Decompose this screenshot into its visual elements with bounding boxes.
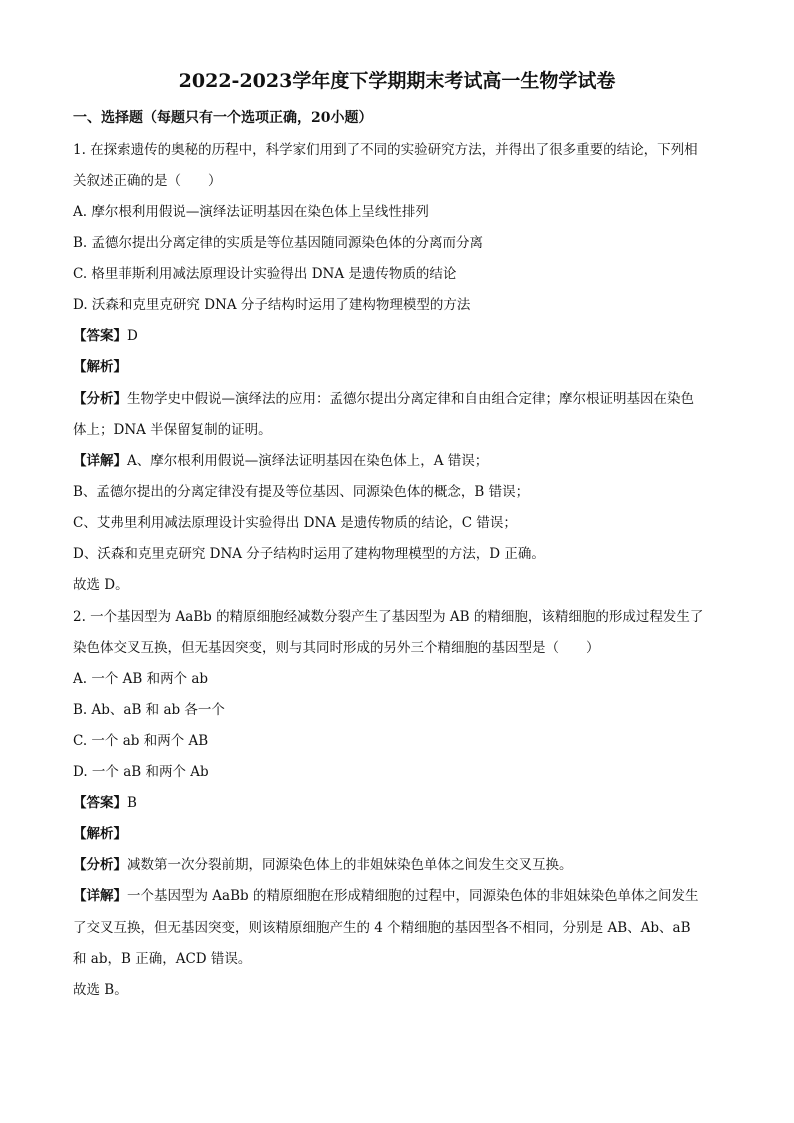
q1-fenxi-line2: 体上；DNA 半保留复制的证明。 bbox=[73, 422, 272, 438]
q1-stem-line1: 1. 在探索遗传的奥秘的历程中，科学家们用到了不同的实验研究方法，并得出了很多重要的结论，下列相 bbox=[73, 142, 698, 158]
xiangjie-text: A、摩尔根利用假说—演绎法证明基因在染色体上，A 错误； bbox=[127, 453, 489, 469]
answer-tag: 【答案】 bbox=[73, 795, 127, 811]
q1-option-d: D. 沃森和克里克研究 DNA 分子结构时运用了建构物理模型的方法 bbox=[73, 297, 471, 313]
q2-answer bbox=[73, 793, 723, 813]
q2-stem-line2: 染色体交叉互换，但无基因突变，则与其同时形成的另外三个精细胞的基因型是（ ） bbox=[73, 640, 600, 656]
q1-analysis-label: 【解析】 bbox=[73, 359, 127, 375]
answer-value: D bbox=[127, 328, 138, 344]
q1-xiangjie-line2: B、孟德尔提出的分离定律没有提及等位基因、同源染色体的概念，B 错误； bbox=[73, 484, 530, 500]
q1-conclusion: 故选 D。 bbox=[73, 577, 129, 593]
q1-xiangjie-line3: C、艾弗里利用减法原理设计实验得出 DNA 是遗传物质的结论，C 错误； bbox=[73, 515, 517, 531]
q2-analysis-label: 【解析】 bbox=[73, 826, 127, 842]
section-heading: 一、选择题（每题只有一个选项正确，20小题） bbox=[73, 110, 373, 126]
q2-conclusion: 故选 B。 bbox=[73, 982, 128, 998]
q1-option-b: B. 孟德尔提出分离定律的实质是等位基因随同源染色体的分离而分离 bbox=[73, 235, 484, 251]
page-title: 2022-2023学年度下学期期末考试高一生物学试卷 bbox=[178, 70, 616, 92]
fenxi-text: 减数第一次分裂前期，同源染色体上的非姐妹染色单体之间发生交叉互换。 bbox=[127, 857, 573, 873]
q1-option-c: C. 格里菲斯利用减法原理设计实验得出 DNA 是遗传物质的结论 bbox=[73, 266, 457, 282]
q2-stem-line1: 2. 一个基因型为 AaBb 的精原细胞经减数分裂产生了基因型为 AB 的精细胞，该精细胞的形成过程发生了 bbox=[73, 609, 704, 625]
q1-stem-line2: 关叙述正确的是（ ） bbox=[73, 173, 222, 189]
xiangjie-tag: 【详解】 bbox=[73, 888, 127, 904]
q2-option-b: B. Ab、aB 和 ab 各一个 bbox=[73, 702, 225, 718]
q2-option-d: D. 一个 aB 和两个 Ab bbox=[73, 764, 209, 780]
answer-tag: 【答案】 bbox=[73, 328, 127, 344]
fenxi-tag: 【分析】 bbox=[73, 857, 127, 873]
q1-xiangjie-line1 bbox=[73, 451, 723, 471]
q1-option-a: A. 摩尔根利用假说—演绎法证明基因在染色体上呈线性排列 bbox=[73, 204, 429, 220]
q2-xiangjie-line1 bbox=[73, 886, 723, 906]
q2-option-a: A. 一个 AB 和两个 ab bbox=[73, 671, 209, 687]
q1-answer bbox=[73, 326, 723, 346]
q1-xiangjie-line4: D、沃森和克里克研究 DNA 分子结构时运用了建构物理模型的方法，D 正确。 bbox=[73, 546, 545, 562]
q2-xiangjie-line2: 了交叉互换，但无基因突变，则该精原细胞产生的 4 个精细胞的基因型各不相同，分别是 AB、Ab、aB bbox=[73, 920, 691, 936]
q2-xiangjie-line3: 和 ab，B 正确，ACD 错误。 bbox=[73, 951, 252, 967]
fenxi-tag: 【分析】 bbox=[73, 391, 127, 407]
answer-value: B bbox=[127, 795, 137, 811]
xiangjie-tag: 【详解】 bbox=[73, 453, 127, 469]
q2-option-c: C. 一个 ab 和两个 AB bbox=[73, 733, 209, 749]
fenxi-text: 生物学史中假说—演绎法的应用：孟德尔提出分离定律和自由组合定律；摩尔根证明基因在染色 bbox=[127, 391, 694, 407]
q2-fenxi-line1 bbox=[73, 855, 723, 875]
q1-fenxi-line1 bbox=[73, 389, 723, 409]
xiangjie-text: 一个基因型为 AaBb 的精原细胞在形成精细胞的过程中，同源染色体的非姐妹染色单体之间发生 bbox=[127, 888, 699, 904]
